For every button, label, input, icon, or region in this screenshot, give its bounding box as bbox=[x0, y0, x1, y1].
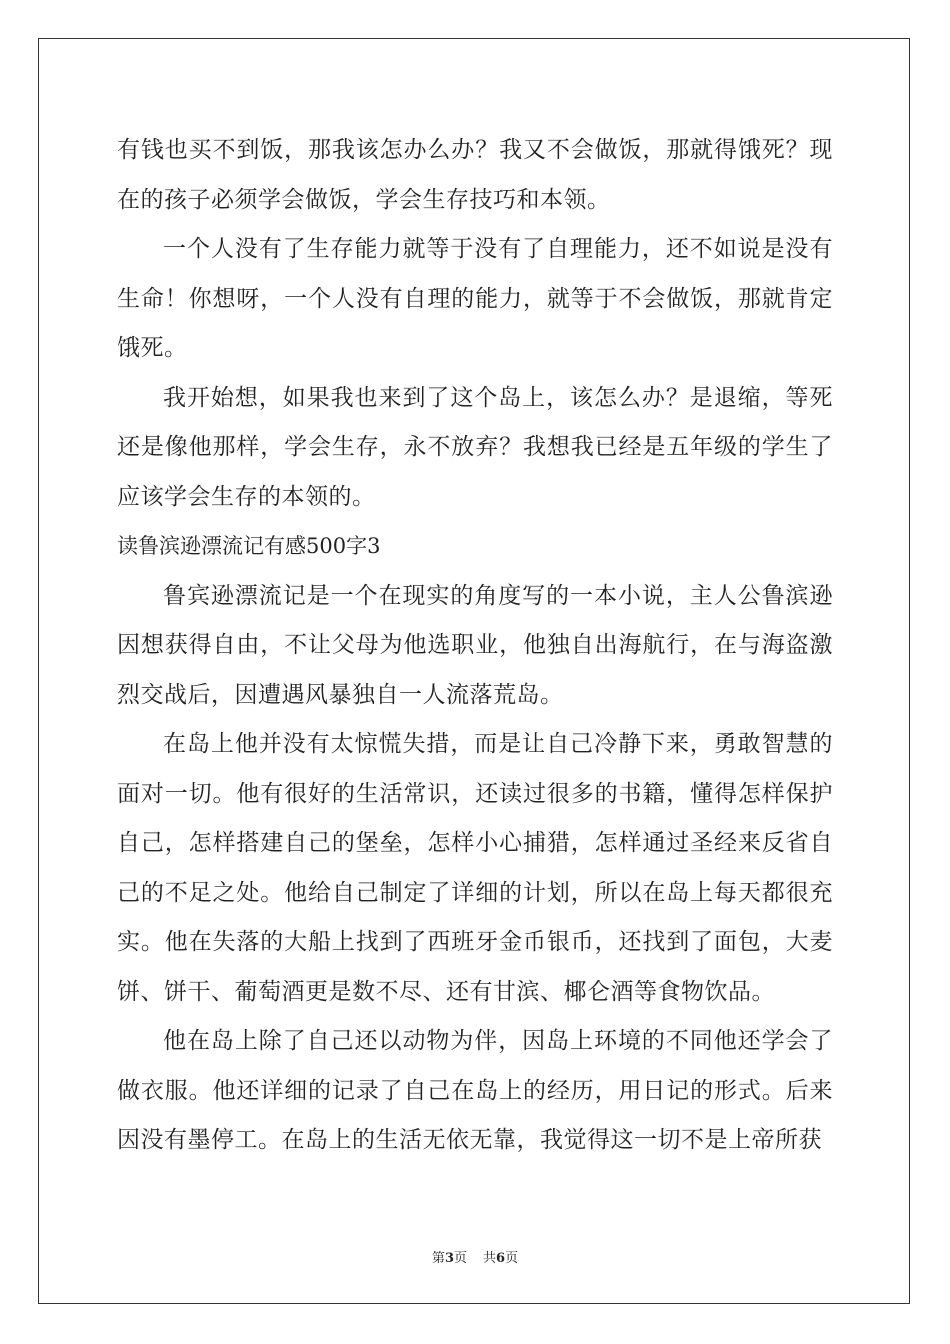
document-body bbox=[117, 126, 833, 1166]
total-pages: 6 bbox=[496, 1251, 506, 1266]
section-heading: 读鲁滨逊漂流记有感500字3 bbox=[117, 534, 381, 558]
paragraph-1: 有钱也买不到饭，那我该怎办么办？我又不会做饭，那就得饿死？现在的孩子必须学会做饭，学会生存技巧和本领。 bbox=[117, 137, 833, 213]
page-footer bbox=[0, 1247, 950, 1266]
page-prefix: 第 bbox=[431, 1251, 445, 1266]
paragraph-6: 他在岛上除了自己还以动物为伴，因岛上环境的不同他还学会了做衣服。他还详细的记录了自己在岛上的经历，用日记的形式。后来因没有墨停工。在岛上的生活无依无靠，我觉得这一切不是上帝所获 bbox=[117, 1028, 833, 1153]
paragraph-4: 鲁宾逊漂流记是一个在现实的角度写的一本小说，主人公鲁滨逊因想获得自由，不让父母为他选职业，他独自出海航行，在与海盗激烈交战后，因遭遇风暴独自一人流落荒岛。 bbox=[117, 582, 833, 708]
page-suffix: 页 bbox=[453, 1251, 467, 1266]
total-prefix: 共 bbox=[483, 1251, 497, 1266]
total-suffix: 页 bbox=[505, 1251, 519, 1266]
paragraph-3: 我开始想，如果我也来到了这个岛上，该怎么办？是退缩，等死还是像他那样，学会生存，永不放弃？我想我已经是五年级的学生了应该学会生存的本领的。 bbox=[117, 384, 833, 510]
page-number: 3 bbox=[444, 1251, 454, 1266]
paragraph-5: 在岛上他并没有太惊慌失措，而是让自己冷静下来，勇敢智慧的面对一切。他有很好的生活常识，还读过很多的书籍，懂得怎样保护自己，怎样搭建自己的堡垒，怎样小心捕猎，怎样通过圣经来反省自己的不足之处。他给自己制定了详细的计划，所以在岛上每天都很充实。他在失落的大船上找到了西班牙金币银币，还找到了面包，大麦饼、饼干、葡萄酒更是数不尽、还有甘滨、椰仑酒等食物饮品。 bbox=[117, 731, 833, 1005]
paragraph-2: 一个人没有了生存能力就等于没有了自理能力，还不如说是没有生命！你想呀，一个人没有自理的能力，就等于不会做饭，那就肯定饿死。 bbox=[117, 236, 833, 361]
